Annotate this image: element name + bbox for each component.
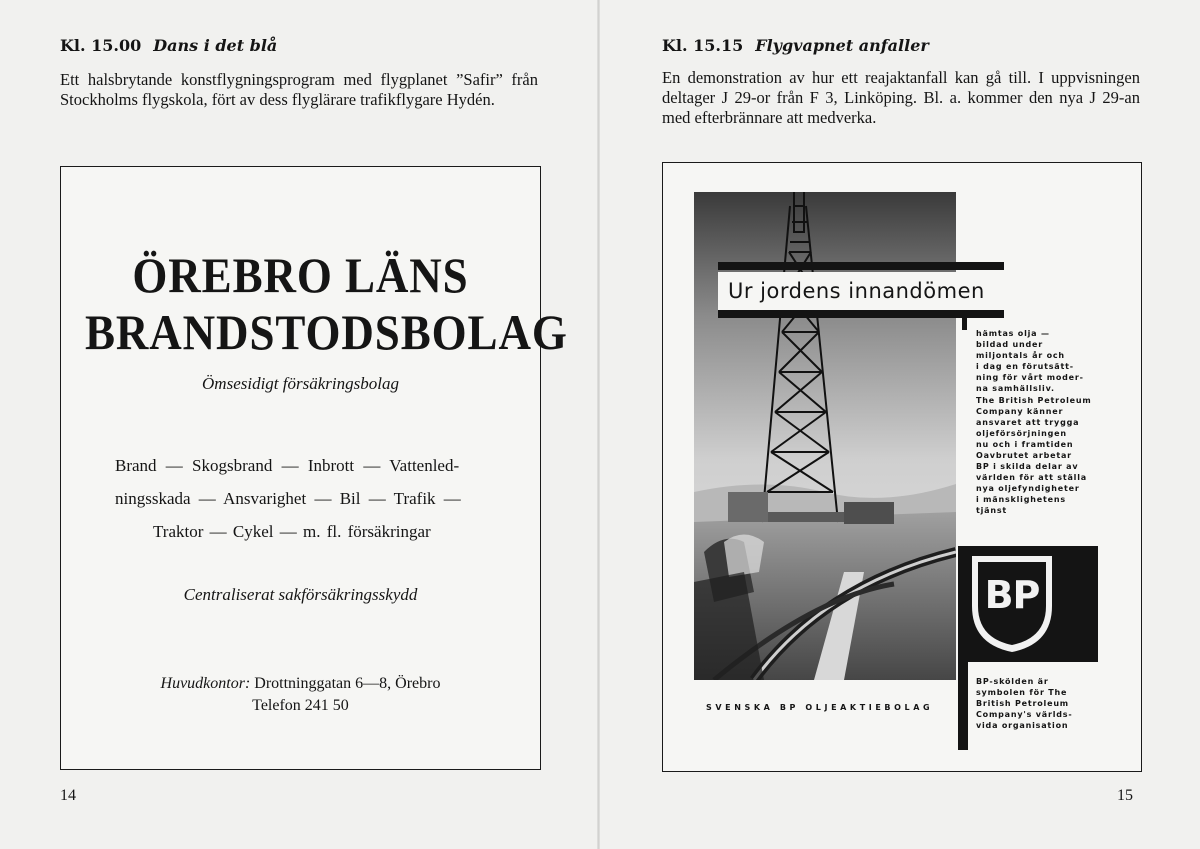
bp-headline-block bbox=[718, 262, 1004, 318]
ad-coverage-line1: Brand — Skogsbrand — Inbrott — Vattenled- bbox=[115, 456, 460, 475]
bp-logo-text: BP bbox=[984, 573, 1040, 617]
hq-label: Huvudkontor: bbox=[160, 675, 251, 692]
program-description: En demonstration av hur ett reajaktanfall kan gå till. I uppvisningen deltager J 29-or från F 3, Linköping. Bl. a. kommer den nya J 29-an med efterbrännare att medverka. bbox=[662, 68, 1140, 127]
body-line: tjänst bbox=[976, 506, 1008, 515]
column-rule-bottom bbox=[958, 662, 968, 750]
body-line: bildad under bbox=[976, 340, 1043, 349]
body-line: i dag en förutsätt- bbox=[976, 362, 1074, 371]
ad-title-line2: BRANDSTODSBOLAG bbox=[84, 304, 568, 360]
headline-bar-bottom bbox=[718, 310, 1004, 318]
bp-headline: Ur jordens innandömen bbox=[718, 272, 1004, 310]
caption-line: British Petroleum bbox=[976, 699, 1069, 708]
hq-address: Drottninggatan 6—8, Örebro bbox=[254, 675, 441, 692]
program-time: Kl. 15.00 bbox=[60, 36, 142, 55]
bp-logo-panel bbox=[958, 546, 1098, 662]
program-time: Kl. 15.15 bbox=[662, 36, 744, 55]
body-line: na samhällsliv. bbox=[976, 384, 1055, 393]
ad-subtitle: Ömsesidigt försäkringsbolag bbox=[202, 374, 399, 393]
column-rule-top bbox=[962, 318, 967, 330]
body-line: ning för vårt moder- bbox=[976, 373, 1084, 382]
body-line: i mänsklighetens bbox=[976, 495, 1066, 504]
ad-title-line1: ÖREBRO LÄNS bbox=[132, 247, 469, 303]
body-line: BP i skilda delar av bbox=[976, 462, 1079, 471]
caption-line: vida organisation bbox=[976, 721, 1069, 730]
program-heading bbox=[60, 36, 277, 55]
body-line: nya oljefyndigheter bbox=[976, 484, 1080, 493]
headline-bar-top bbox=[718, 262, 1004, 270]
program-title: Dans i det blå bbox=[153, 36, 278, 55]
program-description: Ett halsbrytande konstflygningsprogram med flygplanet ”Safir” från Stockholms flygskola, fört av dess flyglärare trafikflygare Hydén. bbox=[60, 70, 538, 109]
body-line: Company känner bbox=[976, 407, 1064, 416]
caption-line: symbolen för The bbox=[976, 688, 1068, 697]
body-line: världen för att ställa bbox=[976, 473, 1087, 482]
body-line: ansvaret att trygga bbox=[976, 418, 1080, 427]
body-line: hämtas olja — bbox=[976, 329, 1050, 338]
ad-phone: Telefon 241 50 bbox=[252, 697, 349, 714]
page-number: 14 bbox=[60, 787, 76, 804]
program-heading bbox=[662, 36, 929, 55]
ad-headquarters bbox=[61, 675, 540, 693]
body-line: nu och i framtiden bbox=[976, 440, 1074, 449]
body-line: oljeförsörjningen bbox=[976, 429, 1067, 438]
ad-coverage-line2: ningsskada — Ansvarighet — Bil — Trafik — bbox=[115, 489, 461, 508]
ad-slogan: Centraliserat sakförsäkringsskydd bbox=[183, 585, 418, 604]
body-line: Oavbrutet arbetar bbox=[976, 451, 1072, 460]
caption-line: BP-skölden är bbox=[976, 677, 1049, 686]
body-line: The British Petroleum bbox=[976, 396, 1092, 405]
caption-line: Company's världs- bbox=[976, 710, 1073, 719]
page-number: 15 bbox=[1117, 787, 1133, 804]
program-title: Flygvapnet anfaller bbox=[755, 36, 929, 55]
ad-coverage-line3: Traktor — Cykel — m. fl. försäkringar bbox=[153, 522, 431, 541]
insurance-ad bbox=[60, 166, 568, 770]
bp-company-name: SVENSKA BP OLJEAKTIEBOLAG bbox=[706, 703, 934, 712]
body-line: miljontals år och bbox=[976, 351, 1065, 360]
left-page bbox=[0, 0, 598, 849]
